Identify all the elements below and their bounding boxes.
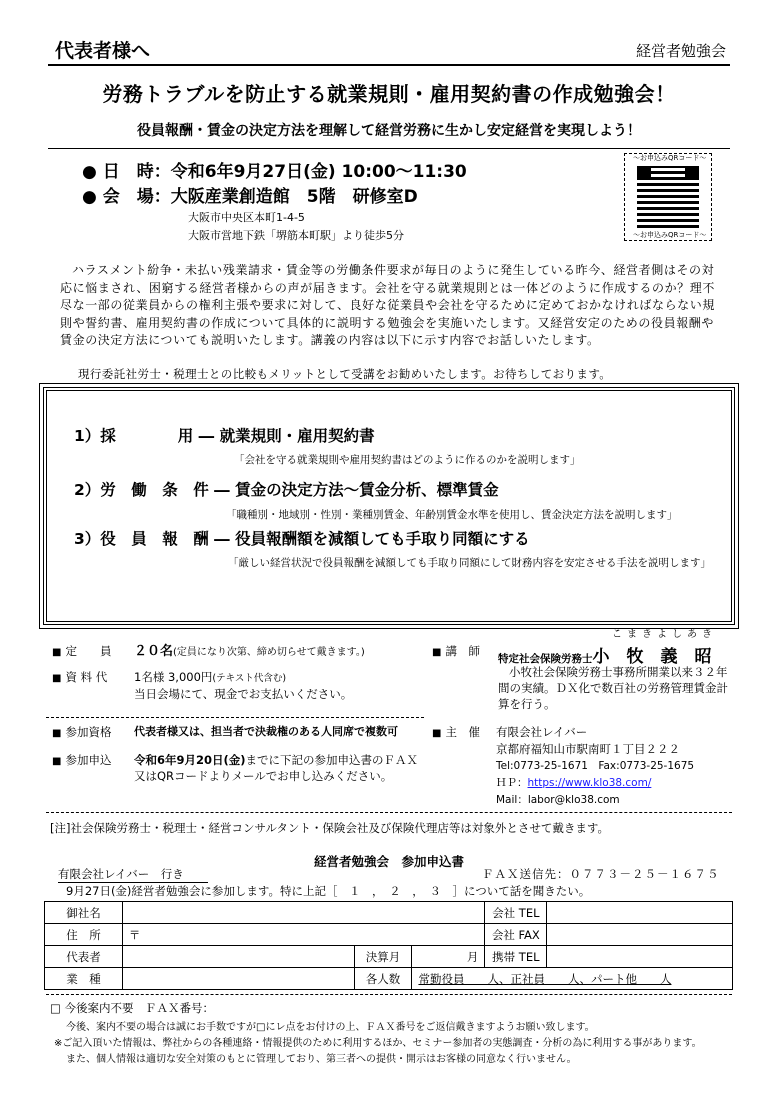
topic-2-desc: 「職種別・地域別・性別・業種別賃金、年齢別賃金水準を使用し、賃金決定方法を説明します」 xyxy=(226,509,678,521)
topic-1-title: 1）採 用 ― 就業規則・雇用契約書 xyxy=(74,427,375,445)
table-row xyxy=(45,924,733,946)
qualify-label: 参加資格 xyxy=(65,725,112,739)
venue-address: 大阪市中央区本町1-4-5 xyxy=(188,211,305,224)
host-info xyxy=(496,724,694,809)
lecturer-title: 特定社会保険労務士 xyxy=(498,653,593,665)
qr-caption-top: ～お申込みQRコード～ xyxy=(633,154,707,162)
fax-field[interactable] xyxy=(547,924,733,946)
address-label: 住 所 xyxy=(45,924,123,946)
date-label: ● 日 時： xyxy=(82,162,171,182)
capacity-label: 定 員 xyxy=(65,644,112,658)
topic-3-title: 3）役 員 報 酬 ― 役員報酬額を減額しても手取り同額にする xyxy=(74,530,530,548)
month-unit: 月 xyxy=(466,949,479,964)
count-field[interactable] xyxy=(412,968,733,990)
fee-value: 1名様 3,000円 xyxy=(134,670,213,684)
apply-label: 参加申込 xyxy=(65,753,112,767)
fee-label: 資 料 代 xyxy=(65,670,108,684)
host-address: 京都府福知山市駅南町１丁目２２２ xyxy=(496,742,680,756)
event-date xyxy=(82,157,467,182)
host-hp-label: ＨＰ： xyxy=(496,777,528,789)
apply-deadline: 令和6年9月20日(金) xyxy=(134,753,246,767)
count-label: 各人数 xyxy=(354,968,412,990)
topic-2-title: 2）労 働 条 件 ― 賃金の決定方法～賃金分析、標準賃金 xyxy=(74,481,499,499)
form-intro: 9月27日(金)経営者勉強会に参加します。特に上記［ １ ， ２ ， ３ ］について話を聞きたい。 xyxy=(66,884,591,898)
apply-value: までに下記の参加申込書のＦＡＸ又はQRコードよりメールでお申し込みください。 xyxy=(134,753,419,783)
form-title: 経営者勉強会 参加申込書 xyxy=(313,854,464,869)
topics-box xyxy=(43,387,735,625)
qr-code-icon[interactable] xyxy=(637,166,699,228)
lecturer-name: 小 牧 義 昭 xyxy=(592,647,712,667)
fee-note: (テキスト代含む) xyxy=(212,673,287,684)
topic-3-desc: 「厳しい経営状況で役員報酬を減額しても手取り同額にして財務内容を安定させる手法を説明します」 xyxy=(228,557,711,569)
qr-code-frame[interactable] xyxy=(624,153,712,241)
host-hp-row xyxy=(496,775,694,792)
venue-access: 大阪市営地下鉄「堺筋本町駅」より徒歩5分 xyxy=(188,229,404,242)
fee-value-row xyxy=(134,669,286,687)
company-field[interactable] xyxy=(122,902,484,924)
page-subtitle: 役員報酬・賃金の決定方法を理解して経営労務に生かし安定経営を実現しよう！ xyxy=(137,123,641,139)
qualify-value: 代表者様又は、担当者で決裁権のある人同席で複数可 xyxy=(134,725,398,738)
footer-divider xyxy=(46,994,732,995)
industry-field[interactable] xyxy=(122,968,354,990)
capacity-note: (定員になり次第、締め切らせて戴きます。) xyxy=(173,647,365,658)
header-event-type: 経営者勉強会 xyxy=(635,42,726,60)
application-form-table xyxy=(44,901,733,990)
count-breakdown: 常勤役員 人、正社員 人、パート他 人 xyxy=(418,971,672,986)
host-label: 主 催 xyxy=(445,725,480,739)
details-divider-left xyxy=(46,717,424,718)
title-divider xyxy=(48,148,730,149)
page-title: 労務トラブルを防止する就業規則・雇用契約書の作成勉強会！ xyxy=(102,82,676,106)
footer-line-1: 今後、案内不要の場合は誠にお手数ですが□にレ点をお付けの上、ＦＡＸ番号をご返信戴きますようお願い致します。 xyxy=(66,1022,595,1033)
event-venue xyxy=(82,182,418,207)
form-fax: ＦＡＸ送信先：０７７３－２５－１６７５ xyxy=(482,867,720,881)
table-row xyxy=(45,968,733,990)
capacity-row: ■ 定 員 xyxy=(52,644,112,658)
host-name: 有限会社レイバー xyxy=(496,725,588,739)
mobile-label: 携帯 TEL xyxy=(485,946,547,968)
host-mail[interactable]: Mail：labor@klo38.com xyxy=(496,794,620,806)
qr-caption-bottom: ～お申込みQRコード～ xyxy=(633,231,707,239)
fiscal-label: 決算月 xyxy=(354,946,412,968)
table-row xyxy=(45,946,733,968)
tel-field[interactable] xyxy=(547,902,733,924)
apply-row: ■ 参加申込 xyxy=(52,753,112,767)
footer-line-2: ※ご記入頂いた情報は、弊社からの各種連絡・情報提供のために利用するほか、セミナー参加者の実態調査・分析の為に利用する事があります。 xyxy=(54,1038,702,1049)
fiscal-field[interactable] xyxy=(412,946,485,968)
lecturer-ruby: こまきよしあき xyxy=(612,629,717,640)
fax-label: 会社 FAX xyxy=(485,924,547,946)
fee-row: ■ 資 料 代 xyxy=(52,670,108,684)
topic-1-desc: 「会社を守る就業規則や雇用契約書はどのように作るのかを説明します」 xyxy=(234,454,581,466)
rep-label: 代表者 xyxy=(45,946,123,968)
capacity-value-row xyxy=(134,643,365,661)
header-divider xyxy=(48,64,730,66)
rep-field[interactable] xyxy=(122,946,354,968)
postal-mark: 〒 xyxy=(128,927,141,942)
date-value: 令和6年9月27日(金) 10:00～11:30 xyxy=(170,162,467,182)
capacity-value: ２０名 xyxy=(134,644,174,659)
fee-line2: 当日会場にて、現金でお支払いください。 xyxy=(134,687,353,701)
address-field[interactable] xyxy=(122,924,484,946)
industry-label: 業 種 xyxy=(45,968,123,990)
lecturer-row: ■ 講 師 xyxy=(432,644,480,658)
venue-value: 大阪産業創造館 5階 研修室D xyxy=(170,187,418,207)
host-row: ■ 主 催 xyxy=(432,725,480,739)
optout-checkbox-row[interactable]: □ 今後案内不要 ＦＡＸ番号： xyxy=(50,1001,215,1015)
header-recipient: 代表者様へ xyxy=(55,40,151,62)
details-bottom-divider xyxy=(46,812,732,813)
apply-value-row xyxy=(134,752,424,784)
qualify-row: ■ 参加資格 xyxy=(52,725,112,739)
mobile-field[interactable] xyxy=(547,946,733,968)
intro-paragraph-2: 現行委託社労士・税理士との比較もメリットとして受講をお勧めいたします。お待ちしております。 xyxy=(78,367,612,381)
company-label: 御社名 xyxy=(45,902,123,924)
intro-paragraph: ハラスメント紛争・未払い残業請求・賃金等の労働条件要求が毎日のように発生している昨今、経営者側はその対応に悩まされ、困窮する経営者様からの声が届きます。会社を守る就業規則とは一体どのように作成するのか？理不尽な一部の従業員からの権利主張や要求に対して、良好な従業員や会社を守るために定めておかなければならない規則や誓約書、雇用契約書の作成について具体的に説明する勉強会を実施いたします。又経営安定のための役員報酬や賃金の決定方法についても説明いたします。講義の内容は以下に示す内容でお話しいたします。 xyxy=(60,263,715,347)
form-to: 有限会社レイバー 行き xyxy=(58,866,208,883)
exclusion-note: [注]社会保険労務士・税理士・経営コンサルタント・保険会社及び保険代理店等は対象外とさせて戴きます。 xyxy=(50,821,610,835)
tel-label: 会社 TEL xyxy=(485,902,547,924)
host-hp-link[interactable]: https://www.klo38.com/ xyxy=(527,777,652,789)
lecturer-label: 講 師 xyxy=(445,644,480,658)
venue-label: ● 会 場： xyxy=(82,187,171,207)
table-row xyxy=(45,902,733,924)
host-tel: Tel:0773-25-1671 Fax:0773-25-1675 xyxy=(496,760,695,772)
lecturer-desc: 小牧社会保険労務士事務所開業以来３２年間の実績。ＤＸ化で数百社の労務管理賃金計算を行う。 xyxy=(498,665,728,711)
footer-line-3: また、個人情報は適切な安全対策のもとに管理しており、第三者への提供・開示はお客様の同意なく行いません。 xyxy=(66,1054,577,1065)
